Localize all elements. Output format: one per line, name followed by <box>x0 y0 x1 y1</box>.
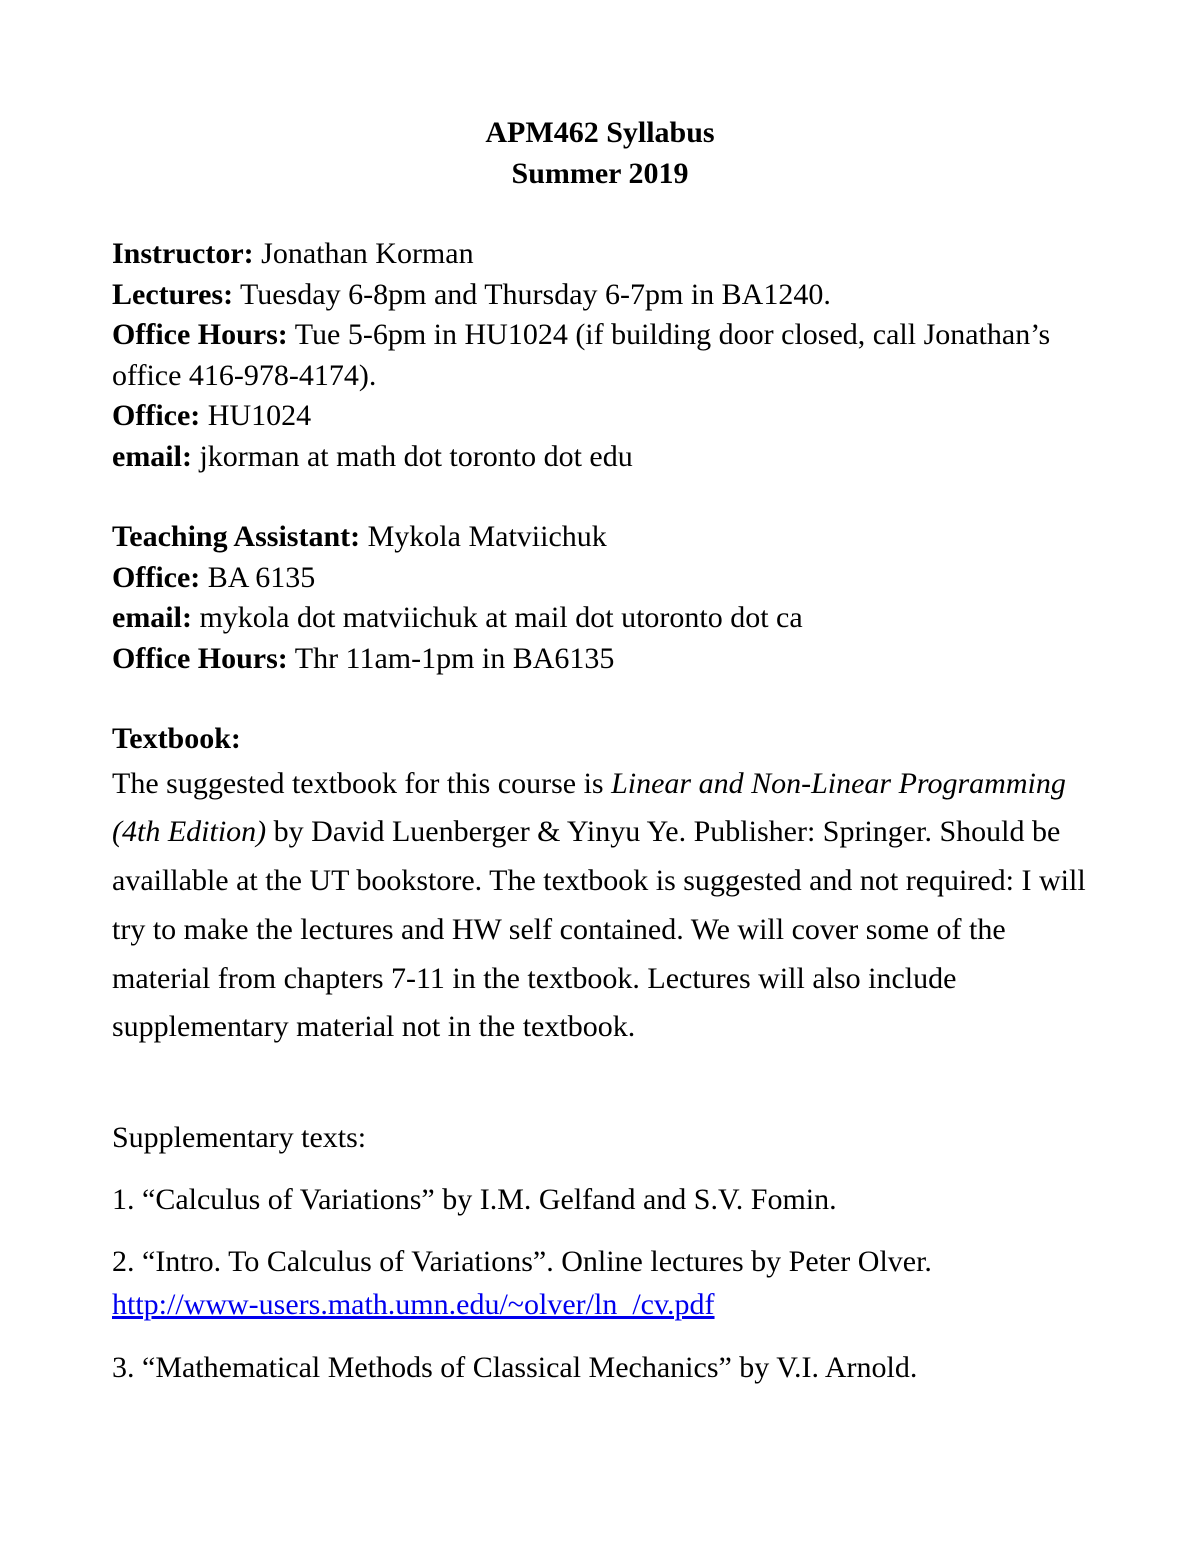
lectures-line <box>112 275 1092 316</box>
syllabus-page <box>112 112 1092 1388</box>
instructor-office-hours-line <box>112 315 1092 396</box>
supplementary-item-1: 1. “Calculus of Variations” by I.M. Gelfand and S.V. Fomin. <box>112 1183 837 1217</box>
instructor-office-line <box>112 396 1092 437</box>
ta-office-label: Office: <box>112 560 201 594</box>
office-hours-value: Tue 5-6pm in HU1024 (if building door closed, call Jonathan’s office 416-978-4174). <box>112 318 1051 392</box>
ta-email-line <box>112 598 1092 639</box>
page-subtitle: Summer 2019 <box>511 157 689 190</box>
supplementary-heading: Supplementary texts: <box>112 1121 367 1155</box>
instructor-line <box>112 234 1092 275</box>
ta-office-value: BA 6135 <box>200 560 316 594</box>
textbook-details: by David Luenberger & Yinyu Ye. Publisher: Springer. Should be availlable at the UT bookstore. The textbook is suggested and not required: I will try to make the lectures and HW self contained. We will cover some of the material from chapters 7-11 in the textbook. Lectures will also include supplementary material not in the textbook. <box>112 815 1086 1044</box>
section-gap <box>112 477 1092 517</box>
ta-office-hours-line <box>112 639 1092 680</box>
ta-office-hours-value: Thr 11am-1pm in BA6135 <box>287 641 615 675</box>
ta-email-value: mykola dot matviichuk at mail dot utoronto dot ca <box>191 601 803 634</box>
olver-lectures-link[interactable]: http://www-users.math.umn.edu/~olver/ln_/cv.pdf <box>112 1288 715 1322</box>
instructor-value: Jonathan Korman <box>253 237 474 270</box>
instructor-email-line <box>112 437 1092 478</box>
textbook-intro: The suggested textbook for this course is <box>112 766 612 800</box>
ta-office-hours-label: Office Hours: <box>112 641 288 675</box>
email-value: jkorman at math dot toronto dot edu <box>191 439 633 473</box>
ta-line <box>112 517 1092 558</box>
title-block <box>112 112 1088 194</box>
supplementary-item-2 <box>112 1242 1092 1328</box>
ta-label: Teaching Assistant: <box>112 520 361 553</box>
office-label: Office: <box>112 399 201 432</box>
lectures-value: Tuesday 6-8pm and Thursday 6-7pm in BA1240. <box>233 277 831 311</box>
email-label: email: <box>112 439 192 473</box>
lectures-label: Lectures: <box>112 277 234 311</box>
textbook-heading: Textbook: <box>112 722 241 755</box>
page-title: APM462 Syllabus <box>485 116 715 149</box>
section-gap <box>112 679 1092 719</box>
textbook-paragraph <box>112 760 1092 1053</box>
ta-value: Mykola Matviichuk <box>360 520 607 553</box>
ta-office-line <box>112 558 1092 599</box>
ta-email-label: email: <box>112 601 192 634</box>
supplementary-item-2-text: 2. “Intro. To Calculus of Variations”. Online lectures by Peter Olver. <box>112 1245 932 1279</box>
office-hours-label: Office Hours: <box>112 318 288 351</box>
instructor-label: Instructor: <box>112 237 254 270</box>
supplementary-item-3: 3. “Mathematical Methods of Classical Mechanics” by V.I. Arnold. <box>112 1351 918 1385</box>
office-value: HU1024 <box>200 399 312 432</box>
instructor-info <box>112 234 1092 760</box>
textbook-title: Linear and Non-Linear Programming (4th Edition) <box>112 766 1066 849</box>
